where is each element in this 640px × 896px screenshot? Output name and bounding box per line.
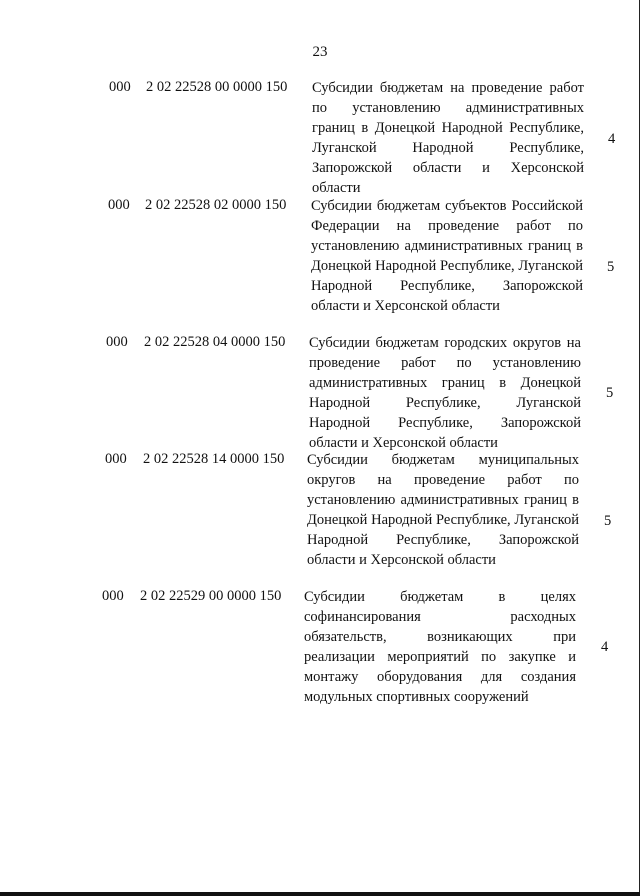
row-amount: 5 (607, 259, 615, 275)
row-description: Субсидии бюджетам субъектов Российской Федерации на проведение работ по установлению административных границ в Донецкой Народной Республике, Луганской Народной Республике, Запорожской области и Херсонской области (311, 198, 583, 314)
admin-code: 000 (102, 588, 124, 604)
row-description: Субсидии бюджетам на проведение работ по установлению административных границ в Донецкой Народной Республике, Луганской Народной Республике, Запорожской области и Херсонской области (312, 80, 584, 196)
admin-code: 000 (106, 334, 128, 350)
admin-code: 000 (109, 79, 131, 95)
row-description: Субсидии бюджетам городских округов на проведение работ по установлению административных границ в Донецкой Народной Республике, Луганской Народной Республике, Запорожской области и Херсонской области (309, 335, 581, 451)
scan-edge-bottom (0, 892, 640, 896)
row-amount: 4 (601, 639, 609, 655)
budget-classification-code: 2 02 22528 14 0000 150 (143, 451, 285, 467)
row-amount: 5 (606, 385, 614, 401)
row-description: Субсидии бюджетам муниципальных округов на проведение работ по установлению административных границ в Донецкой Народной Республике, Луганской Народной Республике, Запорожской области и Херсонской области (307, 452, 579, 568)
budget-classification-code: 2 02 22528 00 0000 150 (146, 79, 288, 95)
admin-code: 000 (108, 197, 130, 213)
budget-classification-code: 2 02 22528 02 0000 150 (145, 197, 287, 213)
row-description: Субсидии бюджетам в целях софинансирования расходных обязательств, возникающих при реализации мероприятий по закупке и монтажу оборудования для создания модульных спортивных сооружений (304, 589, 576, 705)
budget-classification-code: 2 02 22528 04 0000 150 (144, 334, 286, 350)
row-amount: 5 (604, 513, 612, 529)
page-number: 23 (312, 44, 328, 60)
budget-classification-code: 2 02 22529 00 0000 150 (140, 588, 282, 604)
admin-code: 000 (105, 451, 127, 467)
row-amount: 4 (608, 131, 616, 147)
